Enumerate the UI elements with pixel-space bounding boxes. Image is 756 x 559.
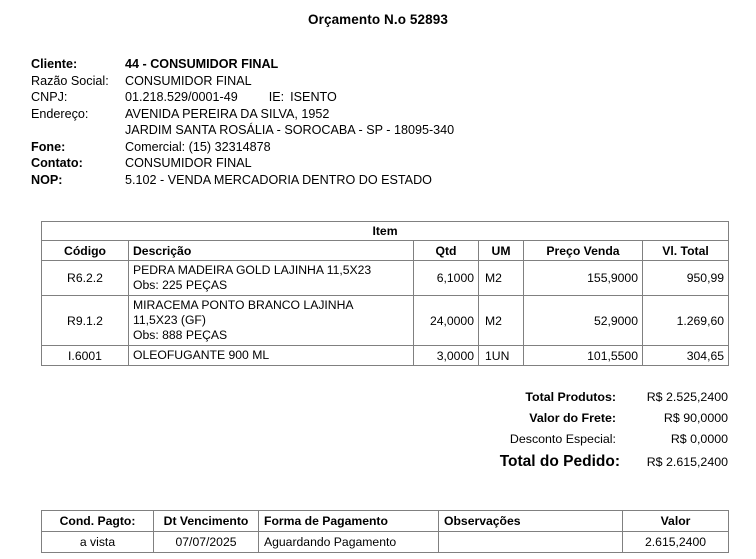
descricao-obs: Obs: 888 PEÇAS	[133, 328, 228, 342]
cell-preco: 101,5500	[524, 346, 643, 366]
label-contato: Contato:	[31, 156, 83, 170]
label-nop: NOP:	[31, 172, 63, 187]
valor-frete-row	[380, 411, 728, 432]
column-header-dt-vencimento[interactable]: Dt Vencimento	[154, 511, 259, 532]
customer-details-block	[31, 56, 731, 188]
value-razao-social: CONSUMIDOR FINAL	[125, 73, 252, 88]
cell-um: 1UN	[479, 346, 524, 366]
label-endereco: Endereço:	[31, 106, 89, 121]
cell-valor: 2.615,2400	[623, 532, 729, 553]
desconto-especial-row	[380, 432, 728, 453]
descricao-line2: 11,5X23 (GF)	[133, 313, 206, 327]
column-header-codigo[interactable]: Código	[42, 241, 129, 261]
value-desconto-especial: R$ 0,0000	[670, 432, 728, 446]
cell-um: M2	[479, 261, 524, 296]
cell-cond-pagto: a vista	[42, 532, 154, 553]
total-pedido-row	[380, 453, 728, 479]
cell-forma-pagamento: Aguardando Pagamento	[259, 532, 439, 553]
value-cnpj: 01.218.529/0001-49	[125, 90, 238, 104]
column-header-qtd[interactable]: Qtd	[414, 241, 479, 261]
cell-total: 950,99	[643, 261, 729, 296]
descricao-line1: MIRACEMA PONTO BRANCO LAJINHA	[133, 298, 354, 312]
label-desconto-especial: Desconto Especial:	[509, 432, 616, 446]
customer-row-cliente	[31, 56, 731, 73]
value-fone: Comercial: (15) 32314878	[125, 139, 271, 154]
value-total-produtos: R$ 2.525,2400	[646, 390, 728, 404]
value-endereco-line2: JARDIM SANTA ROSÁLIA - SOROCABA - SP - 18095-340	[125, 123, 455, 137]
cell-descricao	[129, 261, 414, 296]
column-header-descricao[interactable]: Descrição	[129, 241, 414, 261]
column-header-um[interactable]: UM	[479, 241, 524, 261]
column-header-total[interactable]: Vl. Total	[643, 241, 729, 261]
payment-table	[41, 510, 729, 553]
value-valor-frete: R$ 90,0000	[663, 411, 728, 425]
cell-descricao	[129, 346, 414, 366]
value-ie: ISENTO	[290, 90, 337, 104]
cell-preco: 155,9000	[524, 261, 643, 296]
label-fone: Fone:	[31, 139, 66, 154]
cell-qtd: 24,0000	[414, 296, 479, 346]
table-row	[42, 261, 729, 296]
cell-total: 1.269,60	[643, 296, 729, 346]
cell-um: M2	[479, 296, 524, 346]
column-header-preco[interactable]: Preço Venda	[524, 241, 643, 261]
totals-block	[380, 390, 728, 479]
cell-descricao	[129, 296, 414, 346]
items-table	[41, 221, 729, 366]
label-valor-frete: Valor do Frete:	[529, 411, 616, 425]
value-cliente: 44 - CONSUMIDOR FINAL	[125, 57, 279, 71]
label-razao-social: Razão Social:	[31, 73, 109, 88]
cell-qtd: 3,0000	[414, 346, 479, 366]
items-group-header: Item	[42, 222, 729, 241]
column-header-forma-pagamento[interactable]: Forma de Pagamento	[259, 511, 439, 532]
column-header-cond-pagto[interactable]: Cond. Pagto:	[42, 511, 154, 532]
label-cnpj: CNPJ:	[31, 90, 68, 104]
table-row	[42, 532, 729, 553]
descricao-line1: OLEOFUGANTE 900 ML	[133, 348, 270, 362]
items-group-header-row	[42, 222, 729, 241]
customer-row-endereco	[31, 106, 731, 123]
label-cliente: Cliente:	[31, 57, 78, 71]
label-ie: IE:	[268, 90, 285, 104]
customer-row-cnpj	[31, 89, 731, 106]
cell-qtd: 6,1000	[414, 261, 479, 296]
cell-observacoes	[439, 532, 623, 553]
cell-preco: 52,9000	[524, 296, 643, 346]
customer-row-endereco-line2	[31, 122, 731, 139]
cell-codigo: R9.1.2	[42, 296, 129, 346]
cell-dt-vencimento: 07/07/2025	[154, 532, 259, 553]
value-contato: CONSUMIDOR FINAL	[125, 156, 252, 170]
payment-header-row	[42, 511, 729, 532]
total-produtos-row	[380, 390, 728, 411]
customer-row-contato	[31, 155, 731, 172]
descricao-line1: PEDRA MADEIRA GOLD LAJINHA 11,5X23	[133, 263, 372, 277]
items-column-header-row	[42, 241, 729, 261]
customer-row-razao-social	[31, 73, 731, 90]
customer-row-fone	[31, 139, 731, 156]
label-total-pedido: Total do Pedido:	[499, 453, 620, 470]
page-title: Orçamento N.o 52893	[308, 12, 448, 27]
value-endereco: AVENIDA PEREIRA DA SILVA, 1952	[125, 106, 330, 121]
cell-codigo: R6.2.2	[42, 261, 129, 296]
table-row	[42, 296, 729, 346]
table-row	[42, 346, 729, 366]
cell-total: 304,65	[643, 346, 729, 366]
value-nop: 5.102 - VENDA MERCADORIA DENTRO DO ESTADO	[125, 172, 432, 187]
customer-row-nop	[31, 172, 731, 189]
value-total-pedido: R$ 2.615,2400	[646, 455, 728, 469]
column-header-valor[interactable]: Valor	[623, 511, 729, 532]
label-total-produtos: Total Produtos:	[525, 390, 616, 404]
column-header-observacoes[interactable]: Observações	[439, 511, 623, 532]
cell-codigo: I.6001	[42, 346, 129, 366]
descricao-obs: Obs: 225 PEÇAS	[133, 278, 228, 292]
